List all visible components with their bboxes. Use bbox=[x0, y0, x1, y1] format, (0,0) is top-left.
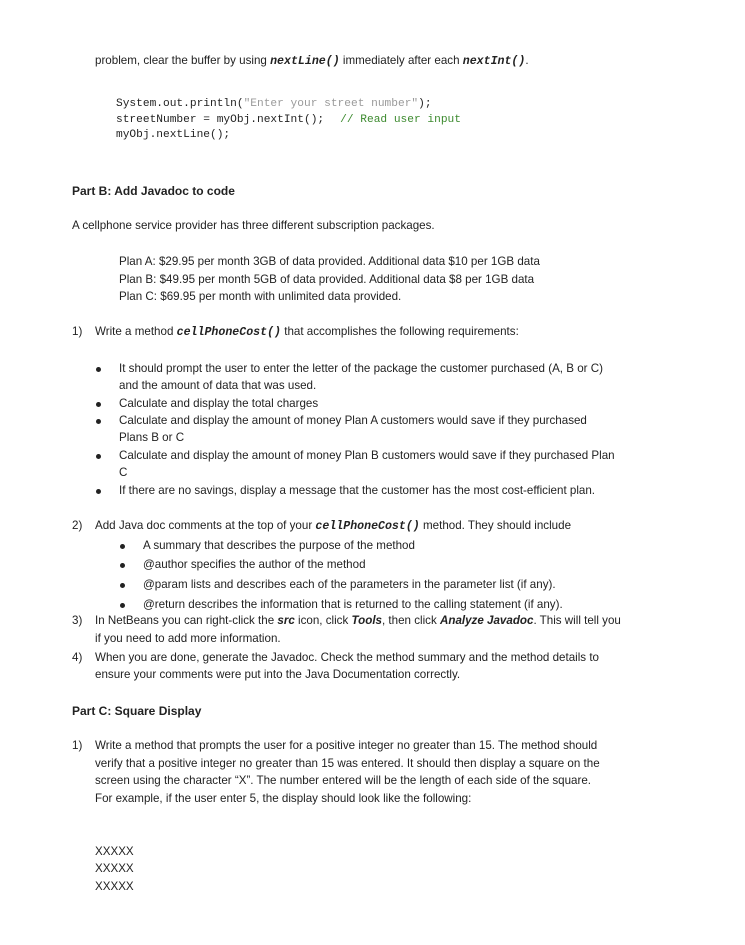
item-3-c: , then click bbox=[381, 614, 440, 627]
req-4: Calculate and display the amount of money Plan B customers would save if they purchased Plan bbox=[119, 449, 615, 462]
code-comment: // Read user input bbox=[340, 114, 461, 126]
part-b-item-1-num: 1) bbox=[72, 325, 83, 338]
square-row-3: XXXXX bbox=[95, 880, 134, 893]
tools-label: Tools bbox=[351, 614, 382, 627]
bullet-icon bbox=[120, 583, 125, 588]
req-3: Calculate and display the amount of money Plan A customers would save if they purchased bbox=[119, 414, 587, 427]
part-b-item-4-cont: ensure your comments were put into the Java Documentation correctly. bbox=[95, 668, 461, 681]
item-3-b: icon, click bbox=[294, 614, 352, 627]
javadoc-param: @param lists and describes each of the parameters in the parameter list (if any). bbox=[143, 578, 556, 591]
part-b-intro: A cellphone service provider has three different subscription packages. bbox=[72, 219, 435, 232]
code-nextint: nextInt() bbox=[462, 55, 526, 68]
bullet-icon bbox=[120, 544, 125, 549]
req-3-cont: Plans B or C bbox=[119, 431, 185, 444]
req-2: Calculate and display the total charges bbox=[119, 397, 319, 410]
part-b-item-1 bbox=[95, 325, 519, 339]
code-close: ); bbox=[418, 98, 432, 110]
plan-b: Plan B: $49.95 per month 5GB of data provided. Additional data $8 per 1GB data bbox=[119, 273, 535, 286]
code-line-1 bbox=[116, 98, 432, 110]
code-println: System.out.println( bbox=[116, 98, 244, 110]
analyze-javadoc-label: Analyze Javadoc bbox=[439, 614, 534, 627]
square-row-2: XXXXX bbox=[95, 862, 134, 875]
part-b-item-2 bbox=[95, 519, 571, 533]
bullet-icon bbox=[96, 489, 101, 494]
plan-a: Plan A: $29.95 per month 3GB of data provided. Additional data $10 per 1GB data bbox=[119, 255, 540, 268]
part-c-line-2: verify that a positive integer no greater than 15 was entered. It should then display a square on the bbox=[95, 757, 600, 770]
code-nextint-call: streetNumber = myObj.nextInt(); bbox=[116, 114, 325, 126]
javadoc-summary: A summary that describes the purpose of the method bbox=[143, 539, 415, 552]
intro-paragraph bbox=[95, 54, 529, 68]
code-nextline: nextLine() bbox=[270, 55, 340, 68]
code-cellphonecost: cellPhoneCost() bbox=[176, 326, 281, 339]
part-c-item-1-num: 1) bbox=[72, 739, 83, 752]
item-3-a: In NetBeans you can right-click the bbox=[95, 614, 278, 627]
bullet-icon bbox=[96, 454, 101, 459]
item-2-post: method. They should include bbox=[419, 519, 572, 532]
intro-text-mid: immediately after each bbox=[339, 54, 463, 67]
plan-c: Plan C: $69.95 per month with unlimited data provided. bbox=[119, 290, 402, 303]
javadoc-return: @return describes the information that is returned to the calling statement (if any). bbox=[143, 598, 563, 611]
intro-text: problem, clear the buffer by using bbox=[95, 54, 271, 67]
item-1-post: that accomplishes the following requirements: bbox=[281, 325, 519, 338]
code-string: "Enter your street number" bbox=[243, 98, 419, 110]
item-2-pre: Add Java doc comments at the top of your bbox=[95, 519, 316, 532]
bullet-icon bbox=[120, 563, 125, 568]
part-b-item-4: When you are done, generate the Javadoc. Check the method summary and the method details to bbox=[95, 651, 599, 664]
bullet-icon bbox=[96, 367, 101, 372]
square-row-1: XXXXX bbox=[95, 845, 134, 858]
part-b-item-3-cont: if you need to add more information. bbox=[95, 632, 281, 645]
code-line-2 bbox=[116, 114, 461, 126]
src-label: src bbox=[277, 614, 295, 627]
part-b-item-3-num: 3) bbox=[72, 614, 83, 627]
req-4-cont: C bbox=[119, 466, 128, 479]
code-line-3: myObj.nextLine(); bbox=[116, 129, 231, 141]
part-b-item-4-num: 4) bbox=[72, 651, 83, 664]
part-b-item-3 bbox=[95, 614, 621, 627]
bullet-icon bbox=[120, 603, 125, 608]
item-1-pre: Write a method bbox=[95, 325, 177, 338]
req-5: If there are no savings, display a message that the customer has the most cost-efficient plan. bbox=[119, 484, 596, 497]
javadoc-author: @author specifies the author of the method bbox=[143, 558, 366, 571]
item-3-d: . This will tell you bbox=[533, 614, 621, 627]
part-b-heading: Part B: Add Javadoc to code bbox=[72, 184, 235, 198]
req-1-cont: and the amount of data that was used. bbox=[119, 379, 317, 392]
part-b-item-2-num: 2) bbox=[72, 519, 83, 532]
bullet-icon bbox=[96, 402, 101, 407]
part-c-line-3: screen using the character “X”. The number entered will be the length of each side of the square. bbox=[95, 774, 592, 787]
code-cellphonecost-2: cellPhoneCost() bbox=[315, 520, 420, 533]
req-1: It should prompt the user to enter the letter of the package the customer purchased (A, B or C) bbox=[119, 362, 603, 375]
part-c-line-1: Write a method that prompts the user for a positive integer no greater than 15. The method should bbox=[95, 739, 598, 752]
part-c-heading: Part C: Square Display bbox=[72, 704, 202, 718]
part-c-line-4: For example, if the user enter 5, the display should look like the following: bbox=[95, 792, 472, 805]
intro-text-end: . bbox=[525, 54, 529, 67]
bullet-icon bbox=[96, 419, 101, 424]
